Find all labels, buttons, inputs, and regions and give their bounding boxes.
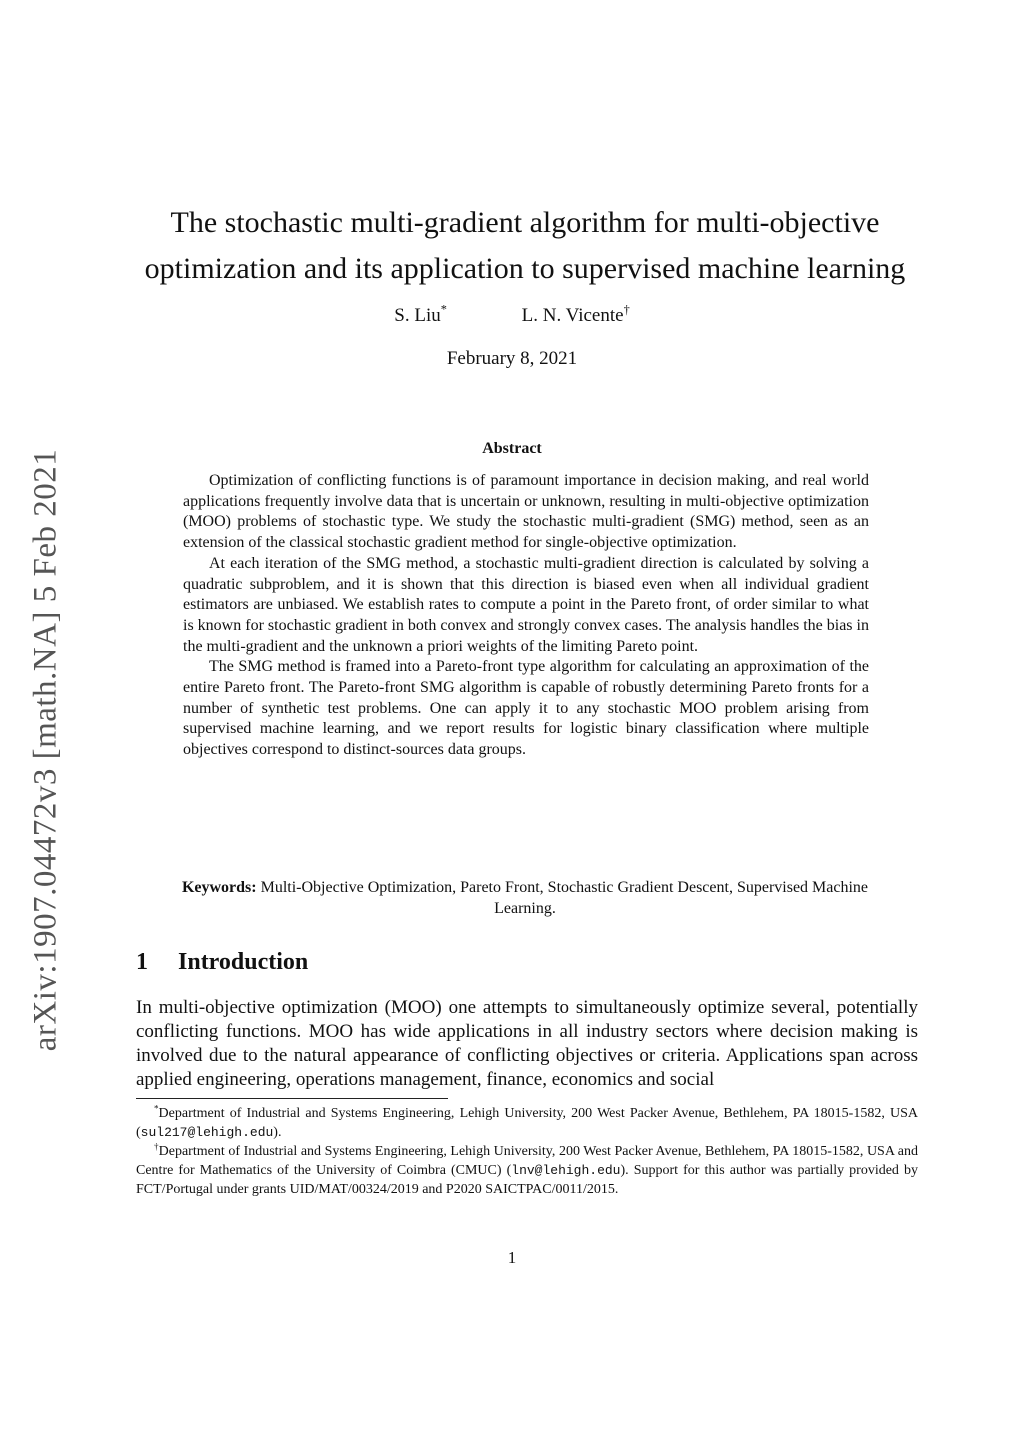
abstract-heading: Abstract (482, 440, 542, 457)
footnote-1-mark: * (154, 1103, 159, 1114)
footnote-1 (136, 1104, 918, 1142)
footnote-2-text: Department of Industrial and Systems Engineering, Lehigh University, 200 West Packer Avenue, Bethlehem, PA 18015-1582, USA and Centre for Mathematics of the University of Coimbra (CMUC) ( (136, 1144, 918, 1178)
author-list (0, 302, 1024, 327)
intro-paragraph: In multi-objective optimization (MOO) one attempts to simultaneously optimize several, potentially conflicting functions. MOO has wide applications in all industry sectors where decision making is involved due to the natural appearance of conflicting objectives or criteria. Applications span across applied engineering, operations management, finance, economics and social (136, 997, 918, 1090)
section-heading (136, 949, 308, 976)
paper-date: February 8, 2021 (446, 348, 578, 369)
author-1 (394, 302, 447, 327)
author-1-mark: * (440, 302, 447, 317)
footnote-rule (136, 1098, 448, 1099)
footnote-2-after: ). Support for this author was partially provided by FCT/Portugal under grants UID/MAT/00324/2019 and P2020 SAICTPAC/0011/2015. (136, 1163, 918, 1197)
abstract-paragraph: At each iteration of the SMG method, a stochastic multi-gradient direction is calculated by solving a quadratic subproblem, and it is shown that this direction is biased even when all individual gradient estimators are unbiased. We establish rates to compute a point in the Pareto front, of order similar to what is known for stochastic gradient in both convex and strongly convex cases. The analysis handles the bias in the multi-gradient and the unknown a priori weights of the limiting Pareto point. (183, 554, 869, 655)
footnote-2-mark: † (154, 1141, 159, 1152)
footnote-1-after: ). (273, 1125, 282, 1140)
author-1-name: S. Liu (394, 305, 441, 326)
author-2 (521, 302, 630, 327)
keywords (150, 877, 900, 919)
page-number: 1 (507, 1248, 517, 1267)
footnotes (136, 1104, 918, 1199)
abstract-body (183, 471, 869, 761)
footnote-2-email[interactable]: lnv@lehigh.edu (511, 1163, 621, 1178)
section-title: Introduction (178, 949, 309, 975)
author-2-name: L. N. Vicente (521, 305, 624, 326)
arxiv-stamp-text: arXiv:1907.04472v3 [math.NA] 5 Feb 2021 (27, 448, 64, 1052)
section-number: 1 (136, 949, 148, 975)
abstract-paragraph: Optimization of conflicting functions is of paramount importance in decision making, and real world applications frequently involve data that is uncertain or unknown, resulting in multi-objective optimization (MOO) problems of stochastic type. We study the stochastic multi-gradient (SMG) method, seen as an extension of the classical stochastic gradient method for single-objective optimization. (183, 472, 869, 552)
author-2-mark: † (623, 302, 630, 317)
keywords-text: Multi-Objective Optimization, Pareto Front, Stochastic Gradient Descent, Supervised Machine Learning. (260, 879, 869, 917)
footnote-1-email[interactable]: sul217@lehigh.edu (140, 1125, 274, 1140)
footnote-2 (136, 1142, 918, 1199)
abstract-paragraph: The SMG method is framed into a Pareto-front type algorithm for calculating an approximation of the entire Pareto front. The Pareto-front SMG algorithm is capable of robustly determining Pareto fronts for a number of synthetic test problems. One can apply it to any stochastic MOO problem arising from supervised machine learning, and we report results for logistic binary classification where multiple objectives correspond to distinct-sources data groups. (183, 658, 869, 759)
footnote-1-text: Department of Industrial and Systems Engineering, Lehigh University, 200 West Packer Avenue, Bethlehem, PA 18015-1582, USA ( (136, 1106, 918, 1140)
paper-title: The stochastic multi-gradient algorithm for multi-objective optimization and its application to supervised machine learning (144, 206, 906, 285)
keywords-label: Keywords: (181, 879, 257, 896)
